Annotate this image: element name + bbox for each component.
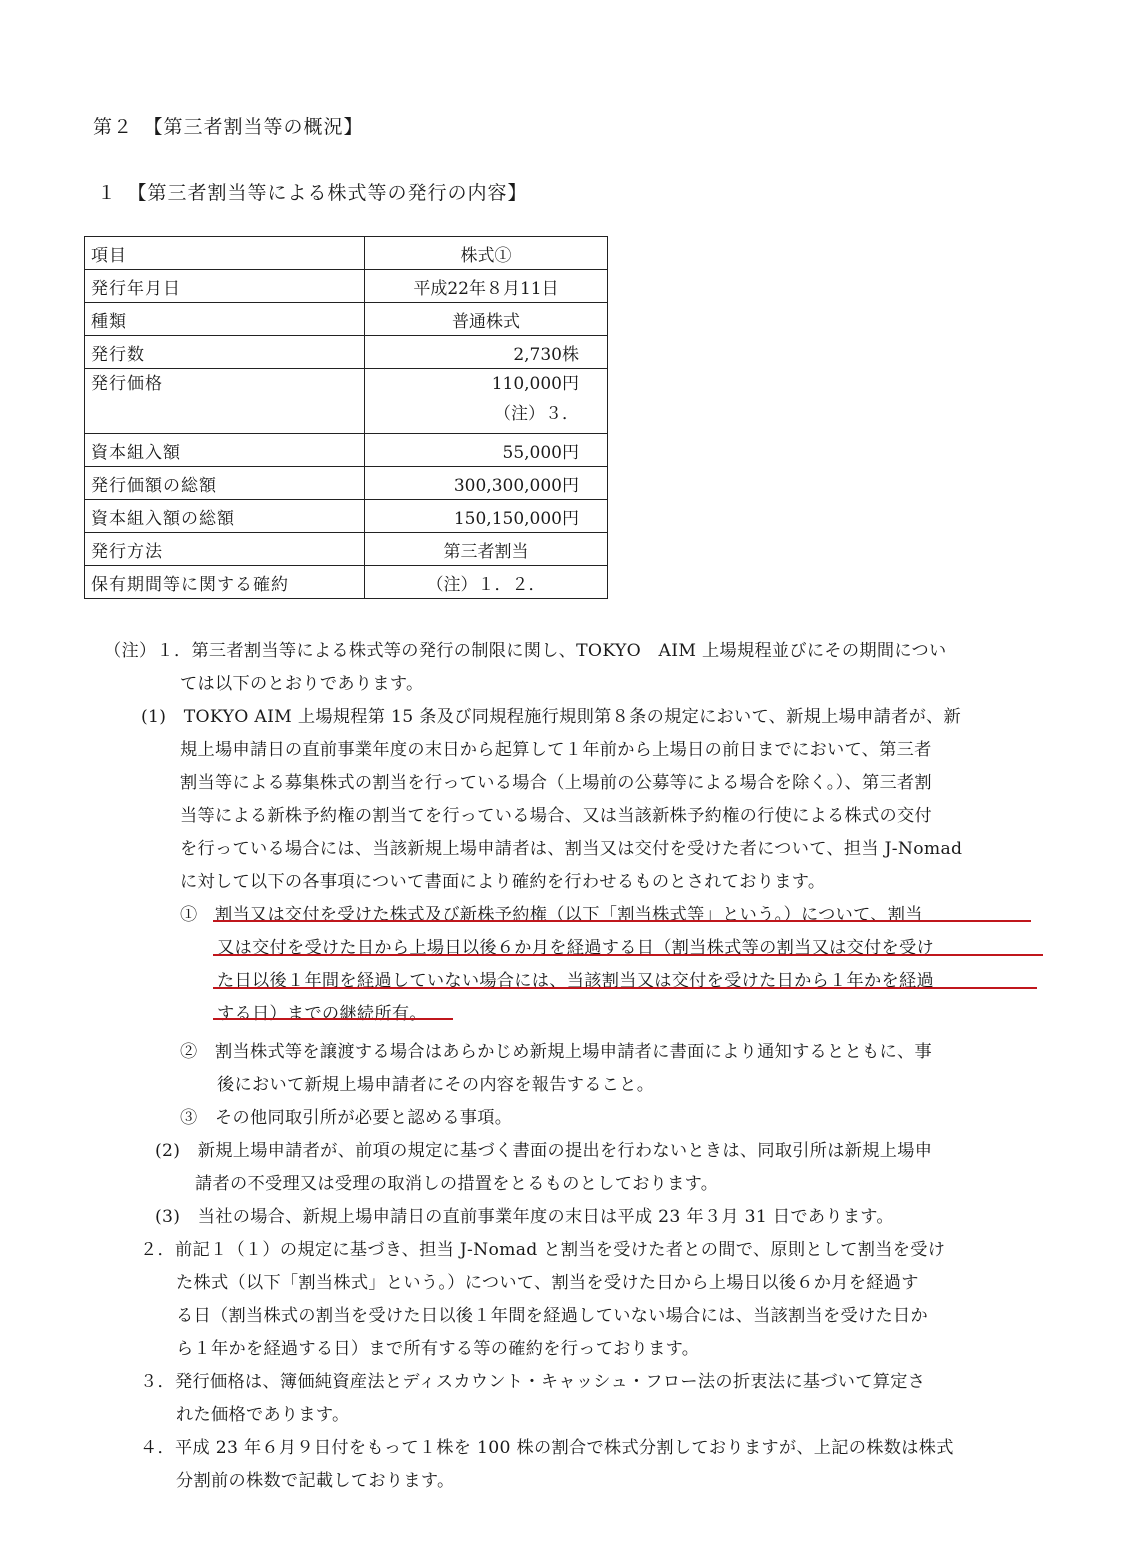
- issue-price-value: 110,000円: [491, 374, 579, 394]
- table-row: [85, 533, 608, 566]
- red-underline: [213, 954, 1043, 956]
- row-value: [365, 369, 608, 434]
- note-line: ② 割当株式等を譲渡する場合はあらかじめ新規上場申請者に書面により通知するとともに、事: [180, 1042, 932, 1062]
- note-line: 後において新規上場申請者にその内容を報告すること。: [217, 1075, 655, 1095]
- note-line: ③ その他同取引所が必要と認める事項。: [180, 1108, 513, 1128]
- red-underline: [213, 1018, 453, 1020]
- note-line: ３．発行価格は、簿価純資産法とディスカウント・キャッシュ・フロー法の折衷法に基づいて算定さ: [140, 1372, 926, 1392]
- note-line: 当等による新株予約権の割当てを行っている場合、又は当該新株予約権の行使による株式の交付: [180, 806, 932, 826]
- row-label: 資本組入額: [85, 434, 365, 467]
- row-value: 55,000円: [365, 434, 608, 467]
- row-label: 発行数: [85, 336, 365, 369]
- table-row: [85, 369, 608, 434]
- note-line: 割当等による募集株式の割当を行っている場合（上場前の公募等による場合を除く。）、第三者割: [180, 773, 932, 793]
- note-line: る日（割当株式の割当を受けた日以後１年間を経過していない場合には、当該割当を受けた日か: [176, 1306, 928, 1326]
- issuance-table: [84, 236, 608, 599]
- red-underline: [213, 920, 1031, 922]
- section-heading: 第２ 【第三者割当等の概況】: [93, 116, 364, 138]
- row-value: 300,300,000円: [365, 467, 608, 500]
- table-row: [85, 434, 608, 467]
- row-label: 保有期間等に関する確約: [85, 566, 365, 599]
- row-label: 発行価格: [85, 369, 365, 434]
- note-line-underlined: ① 割当又は交付を受けた株式及び新株予約権（以下「割当株式等」という。）について、割当: [180, 905, 923, 925]
- row-value: 150,150,000円: [365, 500, 608, 533]
- note-line: ら１年かを経過する日）まで所有する等の確約を行っております。: [176, 1339, 700, 1359]
- row-label: 種類: [85, 303, 365, 336]
- table-row: [85, 270, 608, 303]
- note-line: た株式（以下「割当株式」という。）について、割当を受けた日から上場日以後６か月を経過す: [176, 1273, 919, 1293]
- table-header-value: 株式①: [365, 237, 608, 270]
- table-row: [85, 336, 608, 369]
- row-label: 発行方法: [85, 533, 365, 566]
- note-line-underlined: た日以後１年間を経過していない場合には、当該割当又は交付を受けた日から１年かを経過: [217, 971, 934, 991]
- row-label: 発行価額の総額: [85, 467, 365, 500]
- note-line: 請者の不受理又は受理の取消しの措置をとるものとしております。: [195, 1174, 719, 1194]
- table-header-label: 項目: [85, 237, 365, 270]
- table-row: [85, 500, 608, 533]
- table-row: [85, 566, 608, 599]
- note-line: を行っている場合には、当該新規上場申請者は、割当又は交付を受けた者について、担当 J-Nomad: [180, 839, 963, 859]
- subsection-heading: １ 【第三者割当等による株式等の発行の内容】: [97, 182, 528, 204]
- row-label: 資本組入額の総額: [85, 500, 365, 533]
- note-line: に対して以下の各事項について書面により確約を行わせるものとされております。: [180, 872, 826, 892]
- table-header-row: [85, 237, 608, 270]
- note-line: 分割前の株数で記載しております。: [176, 1471, 455, 1491]
- note-line: れた価格であります。: [176, 1405, 350, 1425]
- issue-price-note: （注）３．: [494, 404, 579, 424]
- note-line: ２．前記１（１）の規定に基づき、担当 J-Nomad と割当を受けた者との間で、原則として割当を受け: [140, 1240, 946, 1260]
- note-line: (1) TOKYO AIM 上場規程第 15 条及び同規程施行規則第８条の規定において、新規上場申請者が、新: [141, 707, 962, 727]
- row-value: 平成22年８月11日: [365, 270, 608, 303]
- note-line: (3) 当社の場合、新規上場申請日の直前事業年度の末日は平成 23 年３月 31 日であります。: [155, 1207, 894, 1227]
- note-line: ４．平成 23 年６月９日付をもって１株を 100 株の割合で株式分割しておりますが、上記の株数は株式: [140, 1438, 954, 1458]
- row-value: 2,730株: [365, 336, 608, 369]
- note-line-underlined: する日）までの継続所有。: [217, 1004, 427, 1024]
- row-value: 第三者割当: [365, 533, 608, 566]
- note-line: (2) 新規上場申請者が、前項の規定に基づく書面の提出を行わないときは、同取引所は新規上場申: [155, 1141, 933, 1161]
- note-line: 規上場申請日の直前事業年度の末日から起算して１年前から上場日の前日までにおいて、第三者: [180, 740, 932, 760]
- note-line: ては以下のとおりであります。: [180, 674, 424, 694]
- row-value: （注）１．２．: [365, 566, 608, 599]
- red-underline: [213, 987, 1037, 989]
- note-line-underlined: 又は交付を受けた日から上場日以後６か月を経過する日（割当株式等の割当又は交付を受け: [217, 938, 934, 958]
- row-value: 普通株式: [365, 303, 608, 336]
- row-label: 発行年月日: [85, 270, 365, 303]
- table-row: [85, 467, 608, 500]
- table-row: [85, 303, 608, 336]
- note-line: （注）１．第三者割当等による株式等の発行の制限に関し、TOKYO AIM 上場規程並びにその期間につい: [104, 641, 947, 661]
